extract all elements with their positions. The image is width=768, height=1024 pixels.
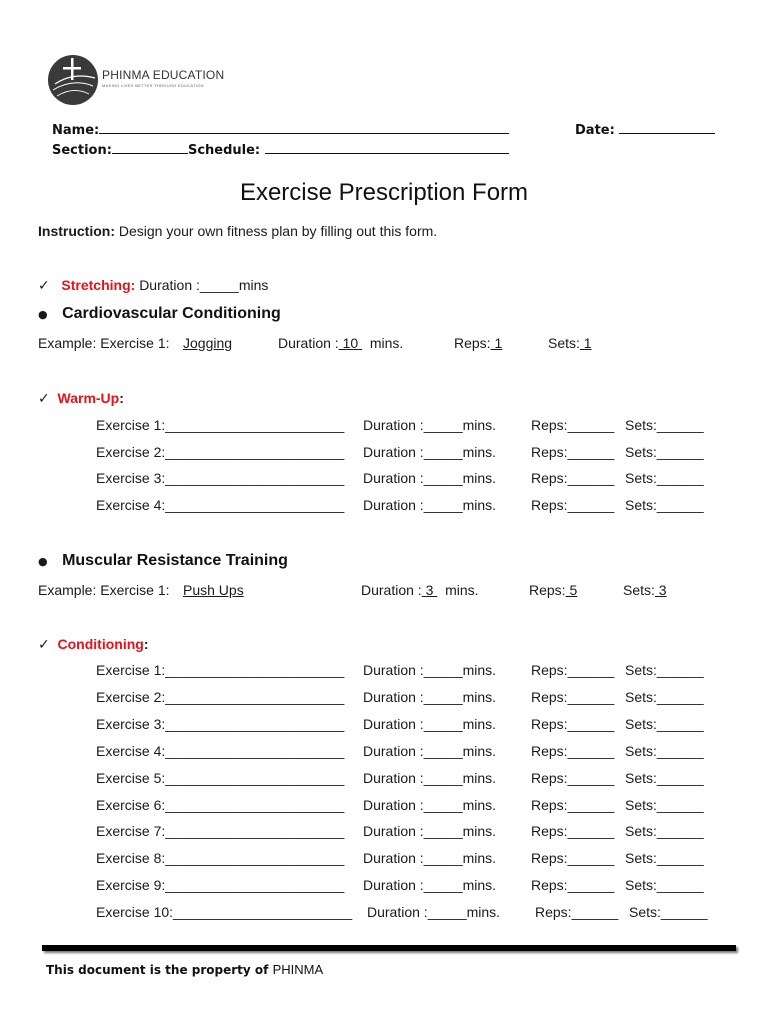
sets-value: 1 <box>579 335 592 351</box>
reps-blank[interactable]: Reps:______ <box>531 688 615 705</box>
check-icon: ✓ <box>38 391 50 407</box>
duration-blank[interactable]: Duration :_____mins. <box>363 742 497 759</box>
exercise-blank[interactable]: Exercise 1:_______________________ <box>96 417 345 433</box>
duration-blank[interactable]: Duration :_____mins. <box>363 497 497 514</box>
exercise-blank[interactable]: Exercise 8:_______________________ <box>96 850 345 867</box>
name-line[interactable] <box>99 120 509 134</box>
reps-blank[interactable]: Reps:______ <box>531 850 615 867</box>
reps-blank[interactable]: Reps:______ <box>531 796 615 813</box>
reps-blank[interactable]: Reps:______ <box>531 769 615 786</box>
footer-owner: PHINMA <box>272 962 324 977</box>
duration-blank[interactable]: Duration :_____mins. <box>363 688 497 705</box>
footer-prefix: This document is the property of <box>46 963 273 977</box>
logo-tagline: MAKING LIVES BETTER THROUGH EDUCATION <box>102 83 204 88</box>
sets-blank[interactable]: Sets:______ <box>625 850 704 867</box>
muscular-example-prefix: Example: Exercise 1: <box>38 582 170 598</box>
section-schedule-row <box>52 140 509 158</box>
sets-blank[interactable]: Sets:______ <box>625 662 704 678</box>
sets-blank[interactable]: Sets:______ <box>625 823 704 840</box>
cardio-example-prefix: Example: Exercise 1: <box>38 335 170 351</box>
name-field-row <box>52 120 509 138</box>
reps-blank[interactable]: Reps:______ <box>531 877 615 894</box>
duration-value: 10 <box>338 335 363 351</box>
instruction-label: Instruction: <box>38 223 115 239</box>
sets-blank[interactable]: Sets:______ <box>625 497 704 514</box>
exercise-blank[interactable]: Exercise 1:_______________________ <box>96 662 345 678</box>
date-field-row <box>575 120 715 138</box>
warmup-label: Warm-Up <box>57 390 120 406</box>
schedule-label: Schedule: <box>187 143 261 158</box>
exercise-blank[interactable]: Exercise 4:_______________________ <box>96 497 345 514</box>
reps-label: Reps: <box>454 335 491 351</box>
reps-blank[interactable]: Reps:______ <box>531 417 615 433</box>
duration-label: Duration : <box>278 335 339 351</box>
exercise-blank[interactable]: Exercise 5:_______________________ <box>96 769 345 786</box>
sets-blank[interactable]: Sets:______ <box>625 470 704 487</box>
exercise-blank[interactable]: Exercise 3:_______________________ <box>96 470 345 487</box>
cardio-example-reps <box>454 335 502 351</box>
reps-value: 1 <box>490 335 503 351</box>
exercise-blank[interactable]: Exercise 10:_______________________ <box>96 904 353 921</box>
sets-value: 3 <box>654 582 667 598</box>
stretching-label: Stretching: <box>61 277 136 293</box>
warmup-colon: : <box>119 390 124 406</box>
section-label: Section: <box>52 143 112 158</box>
stretching-line <box>38 277 268 294</box>
sets-blank[interactable]: Sets:______ <box>625 877 704 894</box>
sets-blank[interactable]: Sets:______ <box>629 904 708 921</box>
duration-blank[interactable]: Duration :_____mins. <box>363 417 497 433</box>
sets-blank[interactable]: Sets:______ <box>625 796 704 813</box>
sets-blank[interactable]: Sets:______ <box>625 769 704 786</box>
instruction-line <box>38 223 437 239</box>
muscular-example-reps <box>529 582 577 598</box>
sets-label: Sets: <box>548 335 580 351</box>
logo-name: PHINMA EDUCATION <box>102 68 225 82</box>
sets-blank[interactable]: Sets:______ <box>625 715 704 732</box>
instruction-text: Design your own fitness plan by filling out this form. <box>118 223 438 239</box>
reps-blank[interactable]: Reps:______ <box>535 904 619 921</box>
muscular-title: Muscular Resistance Training <box>62 552 288 569</box>
exercise-blank[interactable]: Exercise 7:_______________________ <box>96 823 345 840</box>
check-icon: ✓ <box>38 278 50 294</box>
exercise-blank[interactable]: Exercise 3:_______________________ <box>96 715 345 732</box>
reps-blank[interactable]: Reps:______ <box>531 742 615 759</box>
duration-blank[interactable]: Duration :_____mins. <box>363 823 497 840</box>
reps-blank[interactable]: Reps:______ <box>531 715 615 732</box>
muscular-example-exercise: Push Ups <box>183 582 244 598</box>
muscular-example-duration <box>361 582 479 598</box>
conditioning-label: Conditioning <box>57 636 144 652</box>
duration-blank[interactable]: Duration :_____mins. <box>363 443 497 460</box>
duration-blank[interactable]: Duration :_____mins. <box>367 904 501 921</box>
exercise-blank[interactable]: Exercise 2:_______________________ <box>96 688 345 705</box>
sets-blank[interactable]: Sets:______ <box>625 688 704 705</box>
duration-blank[interactable]: Duration :_____mins. <box>363 769 497 786</box>
cardio-heading <box>38 305 281 323</box>
mins-label: mins. <box>369 335 404 351</box>
page-title: Exercise Prescription Form <box>239 179 529 206</box>
duration-blank[interactable]: Duration :_____mins. <box>363 796 497 813</box>
mins-label: mins. <box>445 582 479 598</box>
cardio-example-exercise: Jogging <box>183 335 233 351</box>
duration-blank[interactable]: Duration :_____mins. <box>363 470 497 487</box>
check-icon: ✓ <box>38 637 50 653</box>
name-label: Name: <box>52 123 100 138</box>
sets-label: Sets: <box>623 582 655 598</box>
cardio-example-sets <box>548 335 592 351</box>
phinma-logo-icon <box>47 54 99 106</box>
cardio-example-duration <box>278 335 403 351</box>
date-line[interactable] <box>619 120 715 134</box>
exercise-blank[interactable]: Exercise 2:_______________________ <box>96 443 345 460</box>
reps-label: Reps: <box>529 582 566 598</box>
schedule-line[interactable] <box>265 140 509 154</box>
stretching-duration: Duration :_____mins <box>139 277 269 293</box>
sets-blank[interactable]: Sets:______ <box>625 417 704 433</box>
sets-blank[interactable]: Sets:______ <box>625 742 704 759</box>
reps-blank[interactable]: Reps:______ <box>531 497 615 514</box>
reps-blank[interactable]: Reps:______ <box>531 662 615 678</box>
duration-label: Duration : <box>361 582 422 598</box>
duration-blank[interactable]: Duration :_____mins. <box>363 715 497 732</box>
conditioning-colon: : <box>143 636 149 652</box>
warmup-heading <box>38 390 124 407</box>
reps-value: 5 <box>565 582 578 598</box>
exercise-blank[interactable]: Exercise 9:_______________________ <box>96 877 345 894</box>
footer-rule <box>42 945 736 951</box>
duration-blank[interactable]: Duration :_____mins. <box>363 850 497 867</box>
reps-blank[interactable]: Reps:______ <box>531 470 615 487</box>
muscular-example-sets <box>623 582 667 598</box>
duration-blank[interactable]: Duration :_____mins. <box>363 662 497 678</box>
cardio-title: Cardiovascular Conditioning <box>62 305 281 322</box>
bullet-icon: ● <box>38 555 48 568</box>
conditioning-heading <box>38 636 149 653</box>
duration-blank[interactable]: Duration :_____mins. <box>363 877 497 894</box>
section-line[interactable] <box>112 140 188 154</box>
muscular-heading <box>38 552 288 570</box>
bullet-icon: ● <box>38 308 48 321</box>
duration-value: 3 <box>421 582 438 598</box>
footer-text <box>46 962 323 977</box>
exercise-blank[interactable]: Exercise 6:_______________________ <box>96 796 345 813</box>
date-label: Date: <box>575 123 615 138</box>
exercise-blank[interactable]: Exercise 4:_______________________ <box>96 742 345 759</box>
reps-blank[interactable]: Reps:______ <box>531 443 615 460</box>
sets-blank[interactable]: Sets:______ <box>625 443 704 460</box>
reps-blank[interactable]: Reps:______ <box>531 823 615 840</box>
